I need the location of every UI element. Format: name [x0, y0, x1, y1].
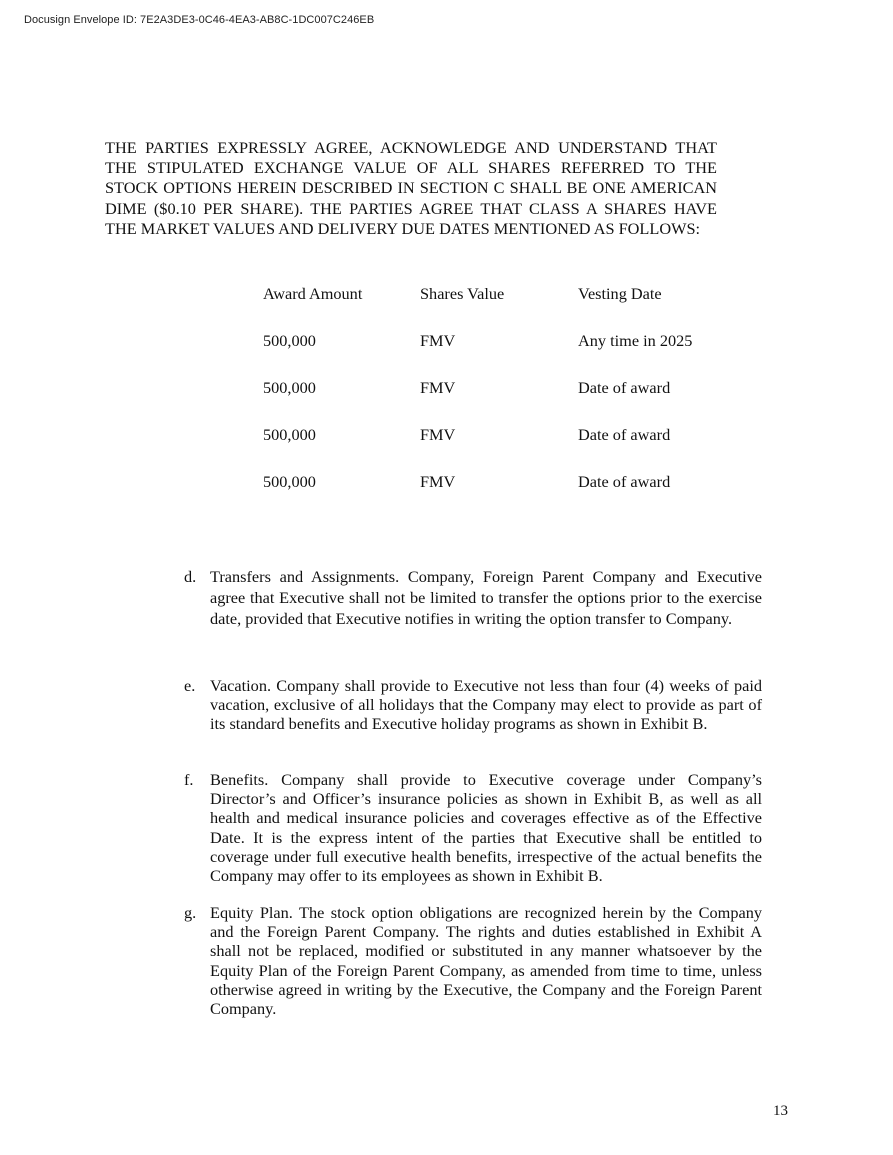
clause-letter: d.	[184, 567, 197, 586]
table-row	[263, 425, 778, 472]
vesting-date-cell: Date of award	[578, 425, 671, 444]
vesting-date-cell: Date of award	[578, 472, 671, 491]
envelope-id: Docusign Envelope ID: 7E2A3DE3-0C46-4EA3-AB8C-1DC007C246EB	[24, 14, 375, 26]
clause-benefits	[184, 770, 762, 885]
shares-value-cell: FMV	[420, 331, 456, 350]
table-row	[263, 378, 778, 425]
vesting-date-cell: Date of award	[578, 378, 671, 397]
table-row	[263, 331, 778, 378]
clause-vacation	[184, 676, 762, 734]
clause-text: Benefits. Company shall provide to Executive coverage under Company’s Director’s and Officer’s insurance policies as shown in Exhibit B, as well as all health and medical insurance policies and coverages effective as of the Effective Date. It is the express intent of the parties that Executive shall be entitled to coverage under full executive health benefits, irrespective of the actual benefits the Company may offer to its employees as shown in Exhibit B.	[210, 770, 762, 886]
intro-paragraph: THE PARTIES EXPRESSLY AGREE, ACKNOWLEDGE AND UNDERSTAND THAT THE STIPULATED EXCHANGE VALUE OF ALL SHARES REFERRED TO THE STOCK OPTIONS HEREIN DESCRIBED IN SECTION C SHALL BE ONE AMERICAN DIME ($0.10 PER SHARE). THE PARTIES AGREE THAT CLASS A SHARES HAVE THE MARKET VALUES AND DELIVERY DUE DATES MENTIONED AS FOLLOWS:	[105, 138, 717, 238]
table-row	[263, 472, 778, 519]
award-table-header-row	[263, 284, 778, 331]
shares-value-cell: FMV	[420, 472, 456, 491]
award-amount-cell: 500,000	[263, 472, 316, 491]
clause-text: Vacation. Company shall provide to Executive not less than four (4) weeks of paid vacation, exclusive of all holidays that the Company may elect to provide as part of its standard benefits and Executive holiday programs as shown in Exhibit B.	[210, 676, 762, 734]
page-number: 13	[773, 1103, 788, 1119]
clause-equity-plan	[184, 903, 762, 1018]
shares-value-cell: FMV	[420, 378, 456, 397]
clause-letter: e.	[184, 676, 196, 695]
clause-text: Transfers and Assignments. Company, Foreign Parent Company and Executive agree that Executive shall not be limited to transfer the options prior to the exercise date, provided that Executive notifies in writing the option transfer to Company.	[210, 567, 762, 628]
award-table	[263, 284, 778, 519]
vesting-date-cell: Any time in 2025	[578, 331, 693, 350]
clause-letter: f.	[184, 770, 194, 789]
header-award-amount: Award Amount	[263, 284, 363, 303]
clause-letter: g.	[184, 903, 197, 922]
header-vesting-date: Vesting Date	[578, 284, 662, 303]
clause-transfers-and-assignments	[184, 567, 762, 629]
award-amount-cell: 500,000	[263, 331, 316, 350]
header-shares-value: Shares Value	[420, 284, 505, 303]
award-amount-cell: 500,000	[263, 378, 316, 397]
clause-text: Equity Plan. The stock option obligations are recognized herein by the Company and the Foreign Parent Company. The rights and duties established in Exhibit A shall not be replaced, modified or substituted in any manner whatsoever by the Equity Plan of the Foreign Parent Company, as amended from time to time, unless otherwise agreed in writing by the Executive, the Company and the Foreign Parent Company.	[210, 903, 762, 1019]
award-amount-cell: 500,000	[263, 425, 316, 444]
shares-value-cell: FMV	[420, 425, 456, 444]
